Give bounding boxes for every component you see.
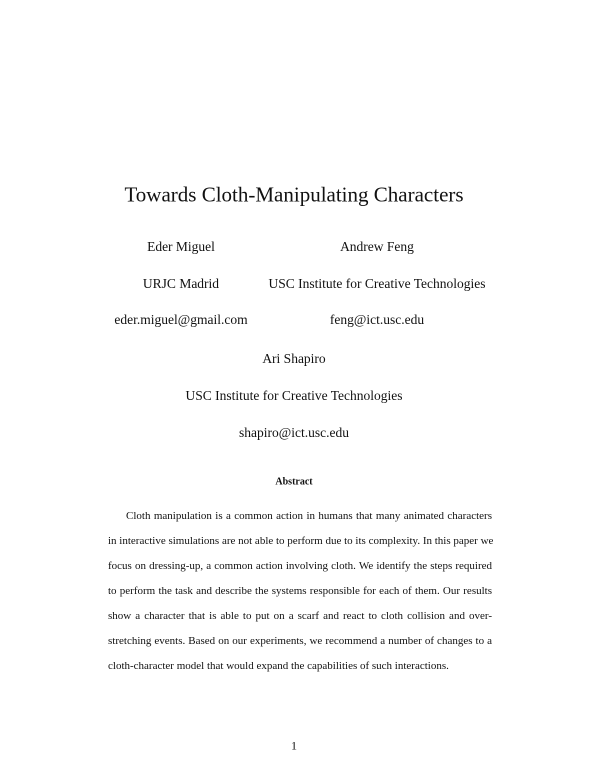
paper-title: Towards Cloth-Manipulating Characters [124,182,464,207]
abstract-line: cloth-character model that would expand the capabilities of such interactions. [108,660,449,672]
abstract-line: to perform the task and describe the systems responsible for each of them. Our results [108,585,492,597]
author-email: feng@ict.usc.edu [329,312,425,327]
author-name: Eder Miguel [147,239,215,254]
abstract-line: stretching events. Based on our experiments, we recommend a number of changes to a [108,635,492,647]
abstract-heading: Abstract [275,476,313,488]
author-name: Ari Shapiro [262,351,326,366]
author-name: Andrew Feng [340,239,414,254]
abstract-line: show a character that is able to put on a scarf and react to cloth collision and over- [108,610,492,622]
author-affiliation: USC Institute for Creative Technologies [268,276,486,291]
author-affiliation: URJC Madrid [142,276,220,291]
abstract-line: in interactive simulations are not able to perform due to its complexity. In this paper we [108,535,494,547]
author-affiliation: USC Institute for Creative Technologies [185,388,403,403]
author-email: shapiro@ict.usc.edu [239,425,349,440]
abstract-line: focus on dressing-up, a common action involving cloth. We identify the steps required [108,560,492,572]
page-number: 1 [291,738,297,753]
author-email: eder.miguel@gmail.com [114,312,248,327]
abstract-line: Cloth manipulation is a common action in humans that many animated characters [126,510,492,522]
